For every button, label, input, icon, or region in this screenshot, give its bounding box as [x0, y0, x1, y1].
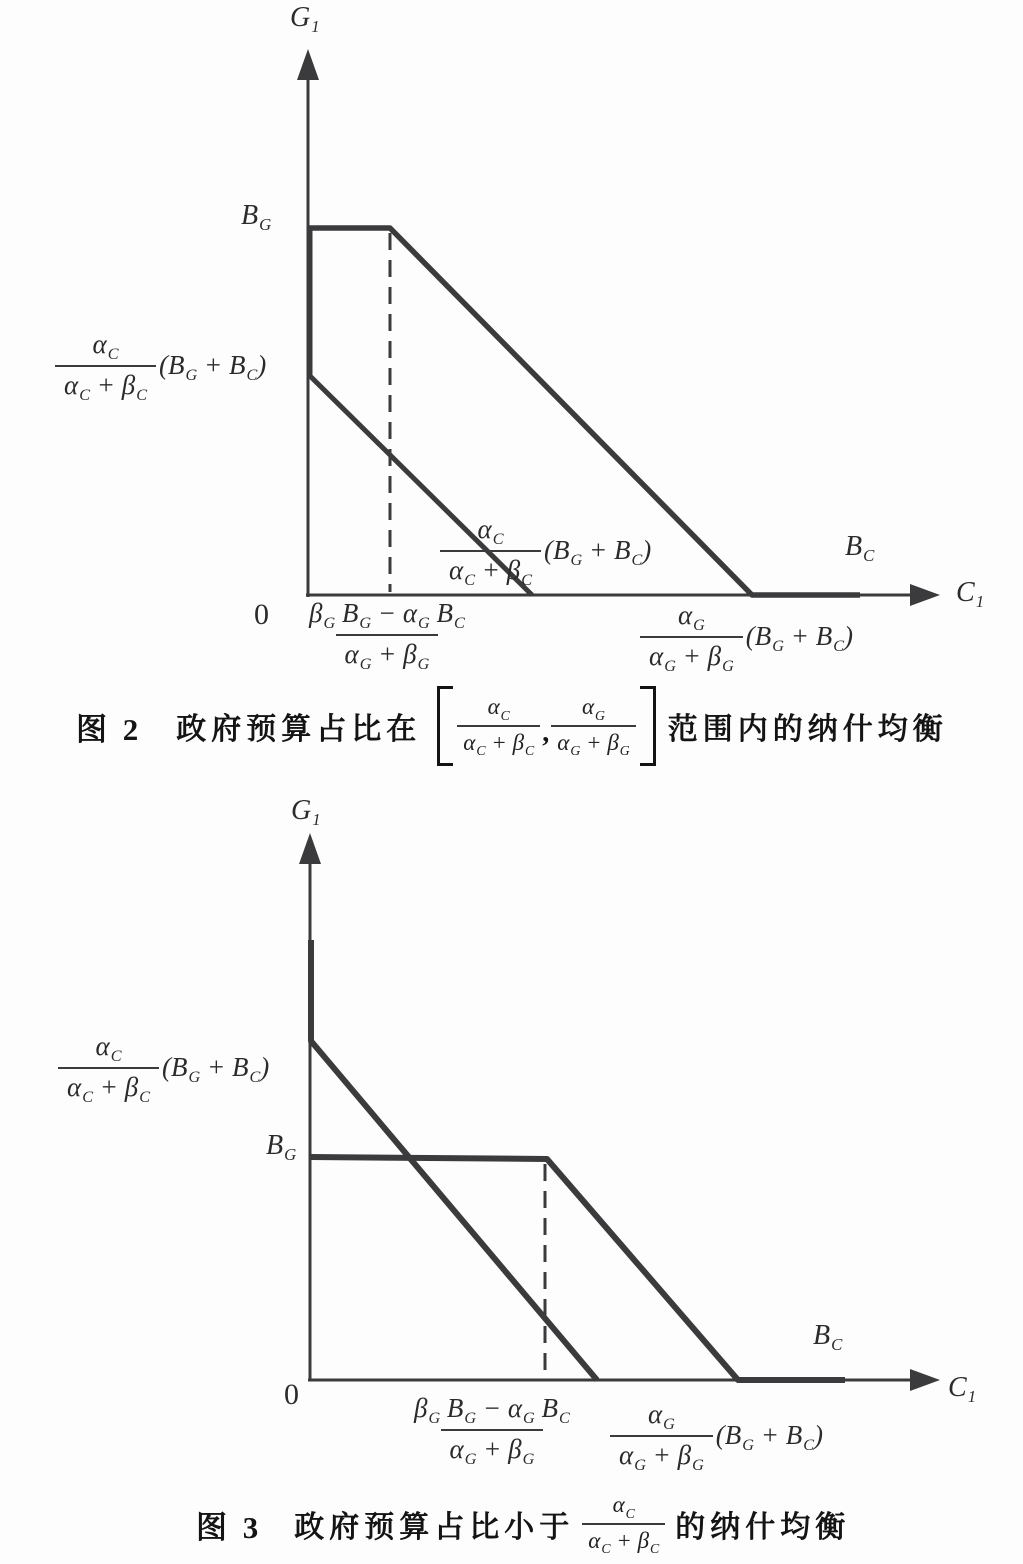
fig2-left-axis-expression: $\frac{\alpha_C}{\alpha_C + \beta_C}$ $(B_G + B_C)$: [55, 330, 266, 404]
fig2-bottom-tick-expression: [300, 599, 474, 673]
fig3-caption: [196, 1482, 850, 1564]
fig3-origin-label: 0: [284, 1378, 299, 1411]
fig2-y-axis-arrowhead: [297, 49, 319, 80]
fraction: $\frac{\beta_G B_G - \alpha_G B_C}{\alpha_G + \beta_G}$: [309, 598, 465, 674]
fig2-x-axis-label: $C_1$: [956, 577, 985, 612]
fraction: $\frac{\alpha_C}{\alpha_C + \beta_C}$: [55, 330, 156, 404]
fig2-mid-expression: $\frac{\alpha_C}{\alpha_C + \beta_C}$ $(B_G + B_C)$: [440, 515, 651, 589]
fig3-caption-text-before: 政府预算占比小于: [294, 1511, 575, 1544]
caption-comma: ,: [542, 717, 550, 748]
fig2-caption: [76, 684, 948, 768]
fig3-bottom-tick-expression: [405, 1394, 579, 1468]
fig3-x-axis-arrowhead: [910, 1369, 940, 1391]
fig3-bg-tick-label: $B_G$: [266, 1130, 297, 1165]
fraction: $\frac{\alpha_C}{\alpha_C + \beta_C}$: [58, 1032, 159, 1106]
fraction: $\frac{\alpha_G}{\alpha_G + \beta_G}$: [640, 601, 743, 675]
fig2-origin-label: 0: [254, 598, 269, 631]
fig2-y-axis-label: $G_1$: [290, 2, 320, 37]
fig2-right-tick-expression: $\frac{\alpha_G}{\alpha_G + \beta_G}$ $(B_G + B_C)$: [640, 601, 853, 675]
fraction: $\frac{\alpha_C}{\alpha_C + \beta_C}$: [582, 1492, 665, 1555]
fig3-y-axis-arrowhead: [299, 833, 321, 864]
fraction: $\frac{\alpha_C}{\alpha_C + \beta_C}$: [440, 515, 541, 589]
fig3-caption-text-after: 的纳什均衡: [675, 1511, 851, 1544]
fig2-x-axis-arrowhead: [910, 584, 940, 606]
fig3-right-tick-expression: $\frac{\alpha_G}{\alpha_G + \beta_G}$ $(B_G + B_C)$: [610, 1400, 823, 1474]
fig2-bc-label: $B_C$: [845, 531, 875, 566]
right-bracket: [640, 686, 656, 766]
fig2-caption-number: 图 2: [76, 711, 143, 747]
fraction: $\frac{\alpha_G}{\alpha_G + \beta_G}$: [551, 694, 636, 757]
fraction: $\frac{\alpha_G}{\alpha_G + \beta_G}$: [610, 1400, 713, 1474]
fig2-caption-text-before: 政府预算占比在: [176, 713, 422, 746]
figure3-plot: [299, 833, 940, 1391]
fig3-bc-label: $B_C$: [813, 1320, 843, 1355]
fig3-x-axis-label: $C_1$: [948, 1372, 977, 1407]
fig3-left-axis-expression: $\frac{\alpha_C}{\alpha_C + \beta_C}$ $(B_G + B_C)$: [58, 1032, 269, 1106]
fraction: $\frac{\beta_G B_G - \alpha_G B_C}{\alpha_G + \beta_G}$: [414, 1393, 570, 1469]
fig2-caption-text-after: 范围内的纳什均衡: [667, 713, 948, 746]
fig3-government-reaction-curve: [310, 1157, 845, 1380]
fig3-y-axis-label: $G_1$: [291, 795, 321, 830]
left-bracket: [437, 686, 453, 766]
fig2-bg-tick-label: $B_G$: [241, 200, 272, 235]
fig3-caption-number: 图 3: [196, 1509, 263, 1545]
fraction: $\frac{\alpha_C}{\alpha_C + \beta_C}$: [457, 694, 540, 757]
